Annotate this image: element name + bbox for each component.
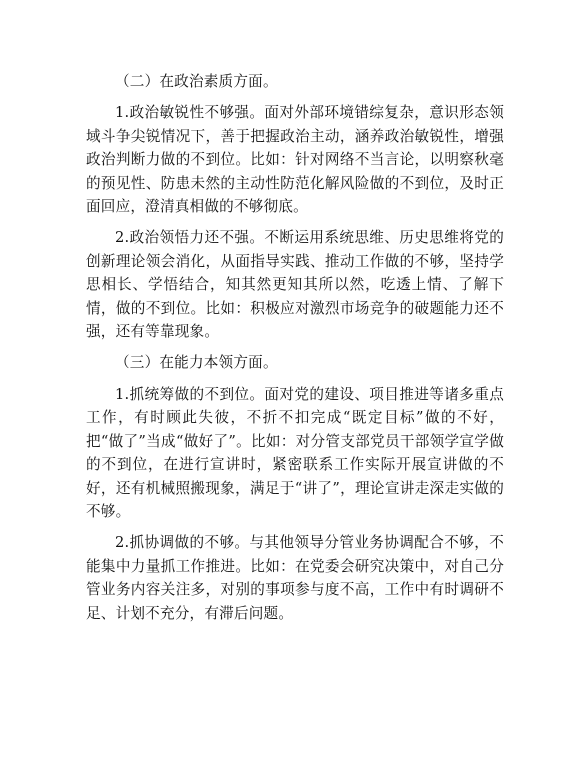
paragraph-political-comprehension: 2.政治领悟力还不强。不断运用系统思维、历史思维将党的创新理论领会消化，从面指导实践、推动工作做的不够，坚持学思相长、学悟结合，知其然更知其所以然，吃透上情、了解下情，做的不到位。比如：积极应对激烈市场竞争的破题能力还不强，还有等靠现象。 (86, 229, 504, 341)
paragraph-overall-planning: 1.抓统筹做的不到位。面对党的建设、项目推进等诸多重点工作，有时顾此失彼，不折不扣完成“既定目标”做的不好，把“做了”当成“做好了”。比如：对分管支部党员干部领学宣学做的不到位，在进行宣讲时，紧密联系工作实际开展宣讲做的不好，还有机械照搬现象，满足于“讲了”，理论宣讲走深走实做的不够。 (86, 385, 504, 520)
section-heading-political-quality: （二）在政治素质方面。 (115, 73, 278, 90)
document-page (86, 70, 504, 633)
paragraph-coordination: 2.抓协调做的不够。与其他领导分管业务协调配合不够，不能集中力量抓工作推进。比如：在党委会研究决策中，对自己分管业务内容关注多，对别的事项参与度不高，工作中有时调研不足、计划不充分，有滞后问题。 (86, 534, 504, 622)
paragraph-political-sensitivity: 1.政治敏锐性不够强。面对外部环境错综复杂，意识形态领域斗争尖锐情况下，善于把握政治主动，涵养政治敏锐性，增强政治判断力做的不到位。比如：针对网络不当言论，以明察秋毫的预见性、防患未然的主动性防范化解风险做的不到位，及时正面回应，澄清真相做的不够彻底。 (86, 104, 504, 216)
section-heading-ability: （三）在能力本领方面。 (115, 354, 278, 372)
